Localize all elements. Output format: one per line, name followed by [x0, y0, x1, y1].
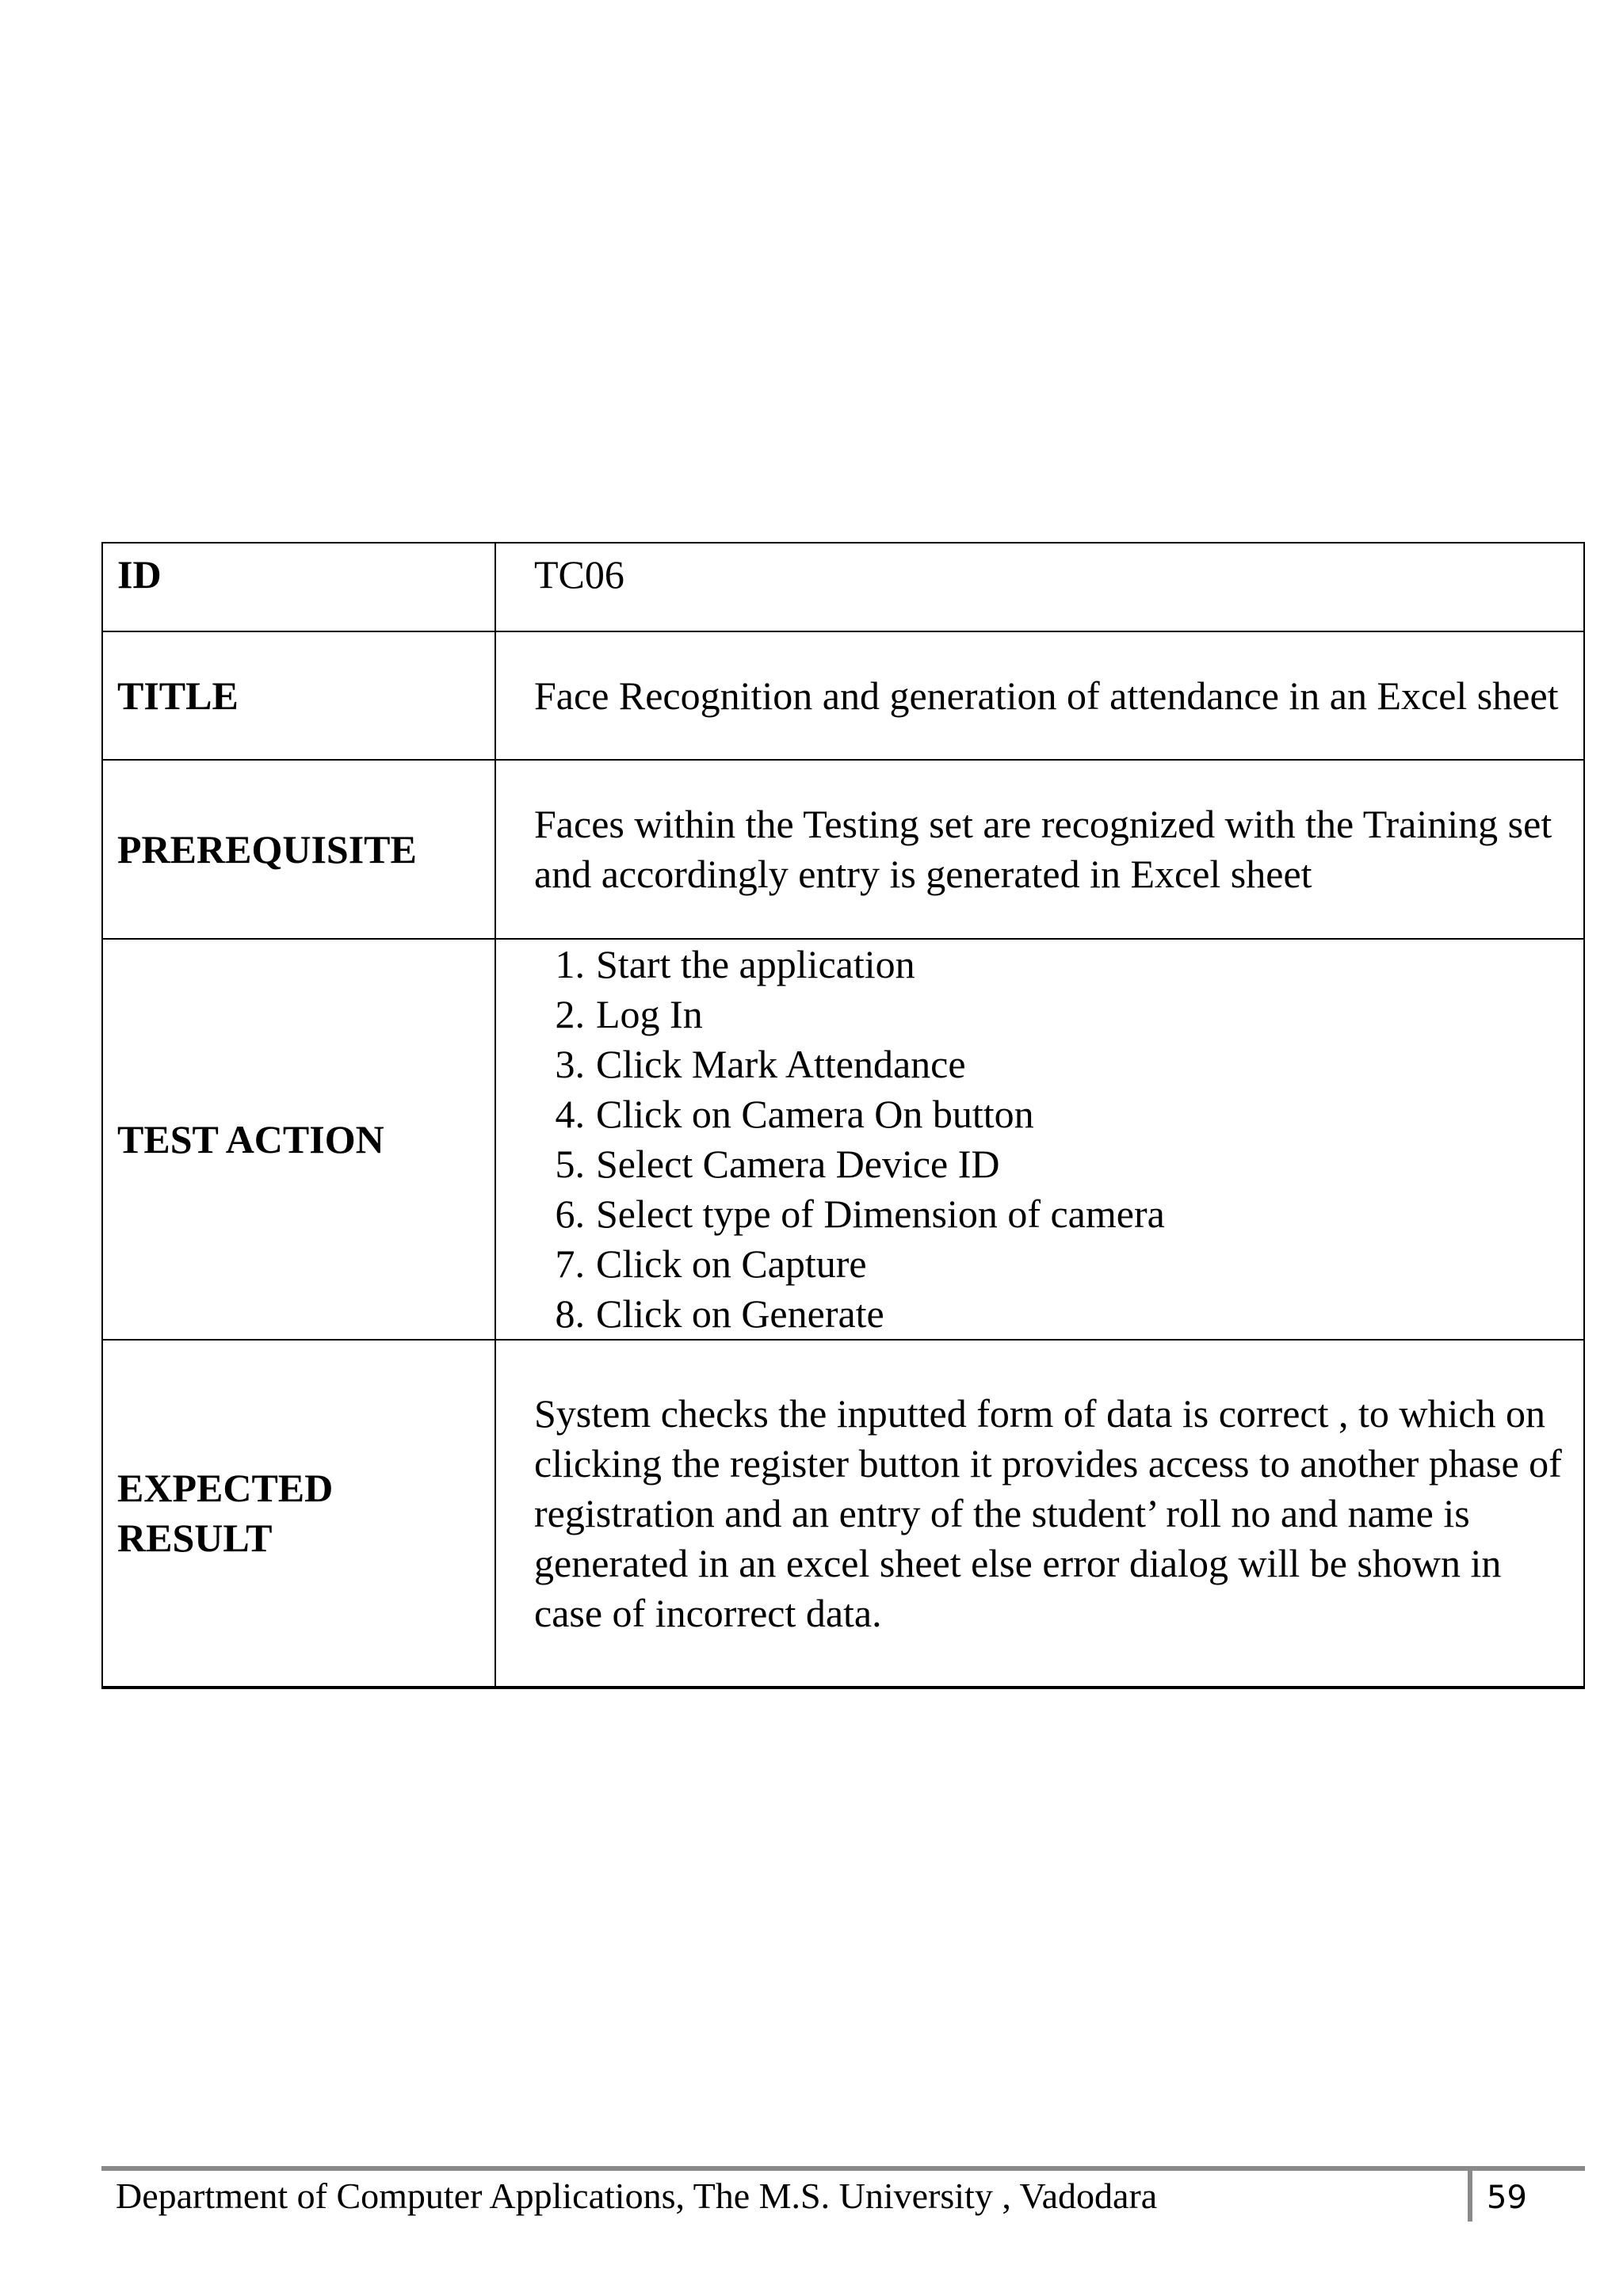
step-number: 6. — [555, 1192, 585, 1236]
footer-department: Department of Computer Applications, The M.S. University , Vadodara — [116, 2176, 1158, 2216]
step-text: Log In — [596, 992, 703, 1036]
list-item — [534, 1289, 1569, 1339]
title-value: Face Recognition and generation of attendance in an Excel sheet — [495, 631, 1584, 760]
step-text: Select Camera Device ID — [596, 1142, 1000, 1186]
step-number: 5. — [555, 1142, 585, 1186]
prerequisite-value: Faces within the Testing set are recognized with the Training set and accordingly entry is generated in Excel sheet — [495, 760, 1584, 939]
list-item — [534, 1089, 1569, 1139]
id-label: ID — [102, 543, 495, 631]
step-number: 3. — [555, 1042, 585, 1086]
table-row-id — [102, 543, 1584, 631]
step-number: 8. — [555, 1291, 585, 1336]
step-number: 2. — [555, 992, 585, 1036]
list-item — [534, 990, 1569, 1039]
step-text: Click on Camera On button — [596, 1092, 1034, 1136]
list-item — [534, 1239, 1569, 1289]
step-text: Select type of Dimension of camera — [596, 1192, 1165, 1236]
prerequisite-label: PREREQUISITE — [102, 760, 495, 939]
table-row-title — [102, 631, 1584, 760]
page-number-separator — [1468, 2171, 1472, 2222]
expected-result-value: System checks the inputted form of data is correct , to which on clicking the register button it provides access to another phase of registration and an entry of the student’ roll no and name is generated in an excel sheet else error dialog will be shown in case of incorrect data. — [495, 1340, 1584, 1688]
expected-result-label — [102, 1340, 495, 1688]
list-item — [534, 1189, 1569, 1239]
table-row-expected-result — [102, 1340, 1584, 1688]
id-value: TC06 — [495, 543, 1584, 631]
expected-result-label-text: EXPECTED RESULT — [117, 1466, 334, 1560]
test-case-table — [101, 542, 1585, 1689]
step-number: 1. — [555, 942, 585, 986]
title-label: TITLE — [102, 631, 495, 760]
table-row-prerequisite — [102, 760, 1584, 939]
step-text: Click Mark Attendance — [596, 1042, 966, 1086]
test-action-label: TEST ACTION — [102, 939, 495, 1340]
step-text: Click on Generate — [596, 1291, 884, 1336]
test-action-steps — [534, 940, 1569, 1339]
test-action-value — [495, 939, 1584, 1340]
step-text: Start the application — [596, 942, 915, 986]
footer-divider — [101, 2166, 1585, 2171]
step-text: Click on Capture — [596, 1241, 867, 1286]
list-item — [534, 1039, 1569, 1089]
page-number: 59 — [1487, 2180, 1527, 2216]
step-number: 7. — [555, 1241, 585, 1286]
table-row-test-action — [102, 939, 1584, 1340]
list-item — [534, 940, 1569, 990]
list-item — [534, 1139, 1569, 1189]
step-number: 4. — [555, 1092, 585, 1136]
